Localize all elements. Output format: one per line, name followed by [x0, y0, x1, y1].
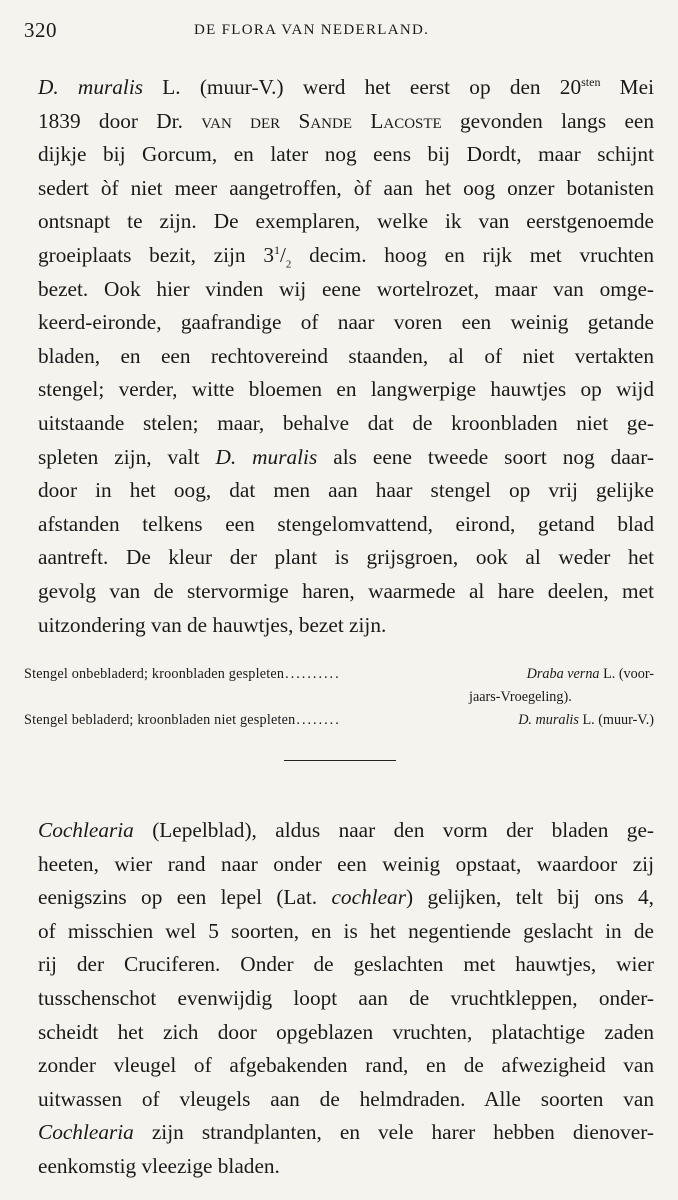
text-line: afstanden telkens een stengelomvattend, eirond, getand blad — [38, 511, 654, 536]
text-line: uitwassen of vleugels aan de helmdraden. Alle soorten van — [38, 1086, 654, 1111]
text-line: rij der Cruciferen. Onder de geslachten met hauwtjes, wier — [38, 952, 654, 977]
key-entry-draba-muralis — [24, 708, 654, 732]
key-leader-dots: .......... — [285, 666, 341, 683]
text-line: ontsnapt te zijn. De exemplaren, welke ik van eerstgenoemde — [38, 209, 654, 234]
text-line: Cochlearia zijn strandplanten, en vele harer hebben dienover- — [38, 1120, 654, 1145]
text-line: D. muralis L. (muur-V.) werd het eerst op den $20^{sten}$ Mei — [38, 74, 654, 99]
text-line: spleten zijn, valt D. muralis als eene tweede soort nog daar- — [38, 444, 654, 469]
key-result: D. muralis L. (muur-V.) — [518, 712, 654, 729]
running-head-title: DE FLORA VAN NEDERLAND. — [194, 22, 430, 38]
paragraph-draba-muralis — [24, 71, 654, 642]
text-line: uitstaande stelen; maar, behalve dat de kroonbladen niet ge- — [38, 410, 654, 435]
text-line: 1839 door Dr. van der Sande Lacoste gevonden langs een — [38, 108, 655, 133]
text-line: bezet. Ook hier vinden wij eene wortelrozet, maar van omge- — [38, 276, 654, 301]
key-leader-dots: ........ — [296, 712, 341, 729]
key-description: Stengel onbebladerd; kroonbladen gespleten — [24, 666, 285, 683]
text-line: tusschenschot evenwijdig loopt aan de vruchtkleppen, onder- — [38, 986, 654, 1011]
text-line: eenigszins op een lepel (Lat. cochlear) gelijken, telt bij ons 4, — [38, 885, 654, 910]
text-line: groeiplaats bezit, zijn $3^1/_2$ decim. hoog en rijk met vruchten — [38, 242, 654, 271]
key-result: Draba verna L. (voor- — [526, 666, 654, 683]
identification-key — [24, 662, 654, 732]
text-line: keerd-eironde, gaafrandige of naar voren een weinig getande — [38, 310, 654, 335]
key-description: Stengel bebladerd; kroonbladen niet gespleten — [24, 712, 296, 729]
key-entry-draba-verna — [24, 662, 654, 686]
text-line: dijkje bij Gorcum, en later nog eens bij Dordt, maar schijnt — [38, 142, 654, 167]
text-line: scheidt het zich door opgeblazen vruchten, platachtige zaden — [38, 1019, 654, 1044]
text-line: stengel; verder, witte bloemen en langwerpige hauwtjes op wijd — [38, 377, 654, 402]
section-divider — [284, 760, 396, 761]
text-line: uitzondering van de hauwtjes, bezet zijn. — [38, 612, 387, 637]
text-line: zonder vleugel of afgebakenden rand, en de afwezigheid van — [38, 1053, 654, 1078]
text-line: eenkomstig vleezige bladen. — [38, 1154, 280, 1179]
text-line: heeten, wier rand naar onder een weinig opstaat, waardoor zij — [38, 851, 654, 876]
text-line: Cochlearia (Lepelblad), aldus naar den vorm der bladen ge- — [38, 818, 654, 843]
text-line: sedert òf niet meer aangetroffen, òf aan het oog onzer botanisten — [38, 175, 654, 200]
text-line: aantreft. De kleur der plant is grijsgroen, ook al weder het — [38, 545, 654, 570]
running-head — [24, 14, 654, 50]
text-line: bladen, en een rechtovereind staanden, al of niet vertakten — [38, 343, 654, 368]
paragraph-cochlearia — [24, 814, 654, 1184]
text-line: of misschien wel 5 soorten, en is het negentiende geslacht in de — [38, 918, 654, 943]
key-result-continuation: jaars-Vroegeling). — [469, 689, 572, 706]
page-number: 320 — [24, 18, 57, 42]
book-page — [24, 14, 654, 1184]
text-line: gevolg van de stervormige haren, waarmede al hare deelen, met — [38, 578, 654, 603]
text-line: door in het oog, dat men aan haar stengel op vrij gelijke — [38, 478, 654, 503]
